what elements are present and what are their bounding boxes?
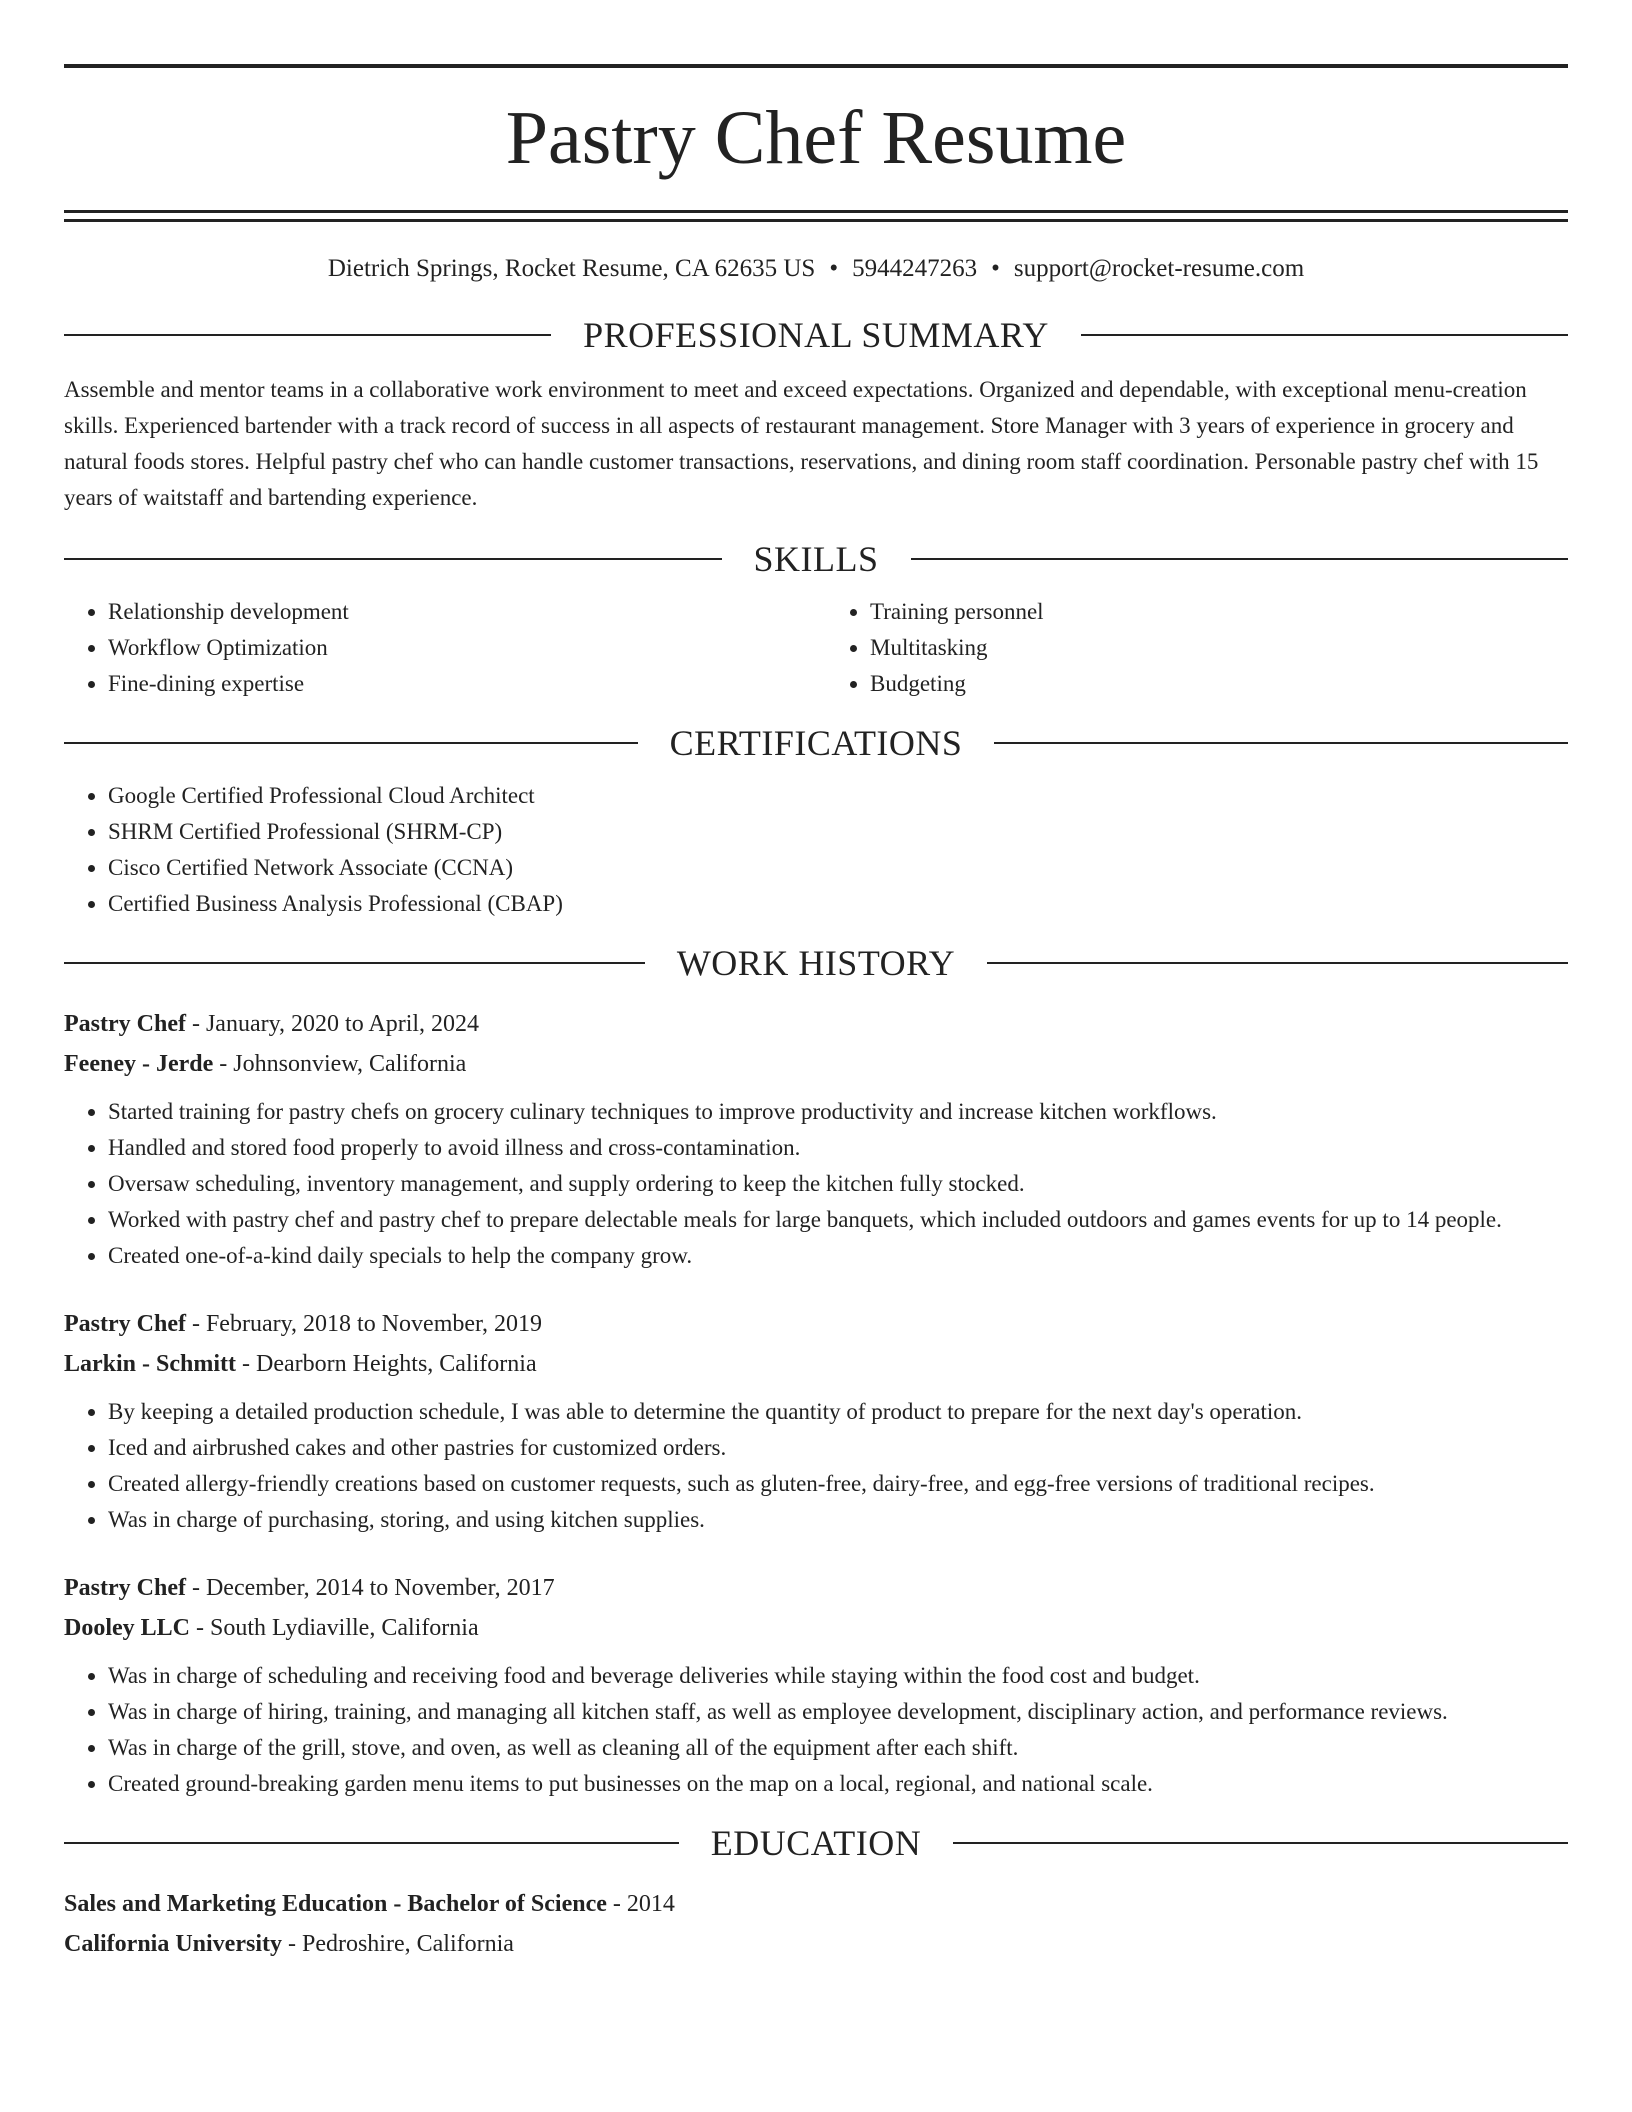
job-dates: - February, 2018 to November, 2019 — [185, 1311, 543, 1337]
job-company: Feeney - Jerde — [64, 1051, 214, 1077]
job-title-line — [64, 1304, 1568, 1344]
contact-email: support@rocket-resume.com — [1013, 255, 1305, 282]
certifications-list — [64, 778, 1568, 922]
job-title-line — [64, 1568, 1568, 1608]
resume-page — [64, 0, 1568, 1964]
title-rule-top — [64, 210, 1568, 213]
school-line — [64, 1924, 1568, 1964]
job-duties — [64, 1658, 1568, 1802]
job-company-line — [64, 1608, 1568, 1648]
duty-item: • Worked with pastry chef and pastry chef to prepare delectable meals for large banquets, which included outdoors and games events for up to 14 people. — [108, 1202, 1568, 1238]
skill-item: • Workflow Optimization — [108, 630, 806, 666]
heading-rule — [953, 1842, 1568, 1844]
heading-rule — [64, 742, 638, 744]
summary-text: Assemble and mentor teams in a collaborative work environment to meet and exceed expectations. Organized and dependable, with exceptional menu-creation skills. Experienced bartender with a track record of success in all aspects of restaurant management. Store Manager with 3 years of experience in grocery and natural foods stores. Helpful pastry chef who can handle customer transactions, reservations, and dining room staff coordination. Personable pastry chef with 15 years of waitstaff and bartending experience. — [64, 377, 1539, 510]
job-entry — [64, 1304, 1568, 1538]
work-heading: WORK HISTORY — [676, 943, 956, 983]
heading-rule — [64, 1842, 679, 1844]
job-company-line — [64, 1044, 1568, 1084]
section-heading-certifications — [64, 716, 1568, 770]
skill-item: • Multitasking — [870, 630, 1568, 666]
duty-item: • Created ground-breaking garden menu items to put businesses on the map on a local, regional, and national scale. — [108, 1766, 1568, 1802]
job-location: - South Lydiaville, California — [190, 1615, 479, 1641]
contact-separator: • — [991, 255, 1000, 282]
heading-rule — [911, 558, 1569, 560]
summary-heading: PROFESSIONAL SUMMARY — [583, 315, 1049, 355]
certification-item: • Certified Business Analysis Professional (CBAP) — [108, 886, 1568, 922]
duty-item: • Was in charge of scheduling and receiving food and beverage deliveries while staying within the food cost and budget. — [108, 1658, 1568, 1694]
certifications-heading: CERTIFICATIONS — [669, 723, 963, 763]
duty-item: • Iced and airbrushed cakes and other pastries for customized orders. — [108, 1430, 1568, 1466]
job-company: Larkin - Schmitt — [64, 1351, 237, 1377]
contact-line — [64, 252, 1568, 286]
job-title-line — [64, 1004, 1568, 1044]
heading-rule — [64, 558, 722, 560]
job-company-line — [64, 1344, 1568, 1384]
job-dates: - January, 2020 to April, 2024 — [185, 1011, 480, 1037]
contact-address: Dietrich Springs, Rocket Resume, CA 62635 US — [327, 255, 816, 282]
certification-item: • Google Certified Professional Cloud Architect — [108, 778, 1568, 814]
section-heading-education — [64, 1816, 1568, 1870]
heading-rule — [1081, 334, 1568, 336]
duty-item: • Started training for pastry chefs on grocery culinary techniques to improve productivity and increase kitchen workflows. — [108, 1094, 1568, 1130]
duty-item: • Handled and stored food properly to avoid illness and cross-contamination. — [108, 1130, 1568, 1166]
degree-line — [64, 1884, 1568, 1924]
certification-item: • SHRM Certified Professional (SHRM-CP) — [108, 814, 1568, 850]
job-entry — [64, 1004, 1568, 1274]
title-rule-bottom — [64, 219, 1568, 222]
contact-separator: • — [829, 255, 839, 282]
title-block — [64, 64, 1568, 216]
school-location: - Pedroshire, California — [281, 1931, 514, 1957]
degree-name: Sales and Marketing Education - Bachelor of Science — [64, 1891, 607, 1917]
education-entry — [64, 1884, 1568, 1964]
job-location: - Johnsonview, California — [213, 1051, 467, 1077]
job-title: Pastry Chef — [64, 1311, 186, 1337]
skill-item: • Training personnel — [870, 594, 1568, 630]
duty-item: • Was in charge of the grill, stove, and oven, as well as cleaning all of the equipment after each shift. — [108, 1730, 1568, 1766]
duty-item: • Was in charge of purchasing, storing, and using kitchen supplies. — [108, 1502, 1568, 1538]
duty-item: • Created allergy-friendly creations based on customer requests, such as gluten-free, dairy-free, and egg-free versions of traditional recipes. — [108, 1466, 1568, 1502]
duty-item: • Was in charge of hiring, training, and managing all kitchen staff, as well as employee development, disciplinary action, and performance reviews. — [108, 1694, 1568, 1730]
skill-item: • Relationship development — [108, 594, 806, 630]
heading-rule — [994, 742, 1568, 744]
contact-phone: 5944247263 — [852, 255, 978, 282]
job-company: Dooley LLC — [64, 1615, 190, 1641]
job-dates: - December, 2014 to November, 2017 — [185, 1575, 555, 1601]
education-heading: EDUCATION — [710, 1823, 922, 1863]
skills-column-right — [826, 594, 1568, 702]
job-title: Pastry Chef — [64, 1011, 186, 1037]
degree-year: - 2014 — [606, 1891, 675, 1917]
job-duties — [64, 1094, 1568, 1274]
job-entry — [64, 1568, 1568, 1802]
section-heading-work — [64, 936, 1568, 990]
job-duties — [64, 1394, 1568, 1538]
duty-item: • By keeping a detailed production schedule, I was able to determine the quantity of product to prepare for the next day's operation. — [108, 1394, 1568, 1430]
duty-item: • Created one-of-a-kind daily specials to help the company grow. — [108, 1238, 1568, 1274]
skills-column-left — [64, 594, 806, 702]
duty-item: • Oversaw scheduling, inventory management, and supply ordering to keep the kitchen fully stocked. — [108, 1166, 1568, 1202]
heading-rule — [64, 962, 645, 964]
page-title: Pastry Chef Resume — [505, 96, 1127, 180]
school-name: California University — [64, 1931, 282, 1957]
skills-list — [64, 586, 1568, 702]
heading-rule — [64, 334, 551, 336]
job-location: - Dearborn Heights, California — [236, 1351, 537, 1377]
certification-item: • Cisco Certified Network Associate (CCNA) — [108, 850, 1568, 886]
job-title: Pastry Chef — [64, 1575, 186, 1601]
section-heading-summary — [64, 308, 1568, 362]
skill-item: • Budgeting — [870, 666, 1568, 702]
skill-item: • Fine-dining expertise — [108, 666, 806, 702]
heading-rule — [987, 962, 1568, 964]
section-heading-skills — [64, 532, 1568, 586]
skills-heading: SKILLS — [753, 539, 879, 579]
